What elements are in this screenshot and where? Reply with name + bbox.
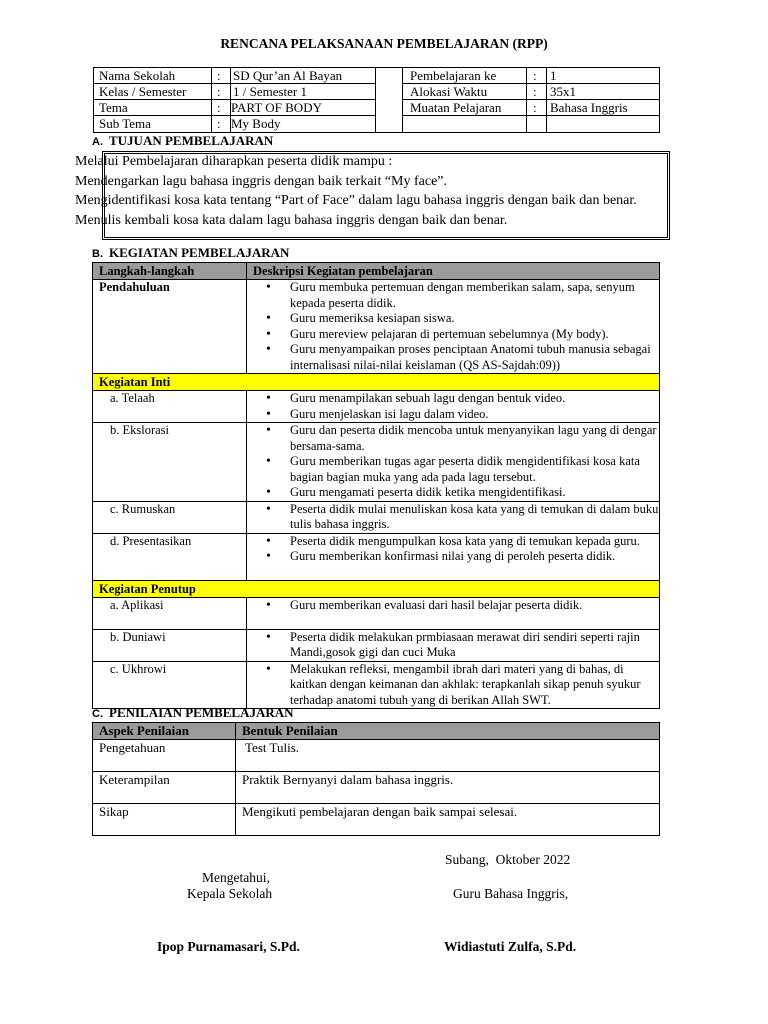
subtheme-value: My Body — [231, 116, 281, 131]
section-title: KEGIATAN PEMBELAJARAN — [109, 245, 290, 260]
section-b-heading — [92, 245, 289, 261]
aspect-cell: Pengetahuan — [93, 740, 236, 772]
table-row — [93, 740, 660, 772]
form-cell: Test Tulis. — [236, 740, 660, 772]
table-row — [93, 280, 660, 374]
table-row — [93, 533, 660, 580]
objectives-intro: Melalui Pembelajaran diharapkan peserta didik mampu : — [75, 154, 393, 169]
step-label: b. Ekslorasi — [93, 423, 247, 502]
list-item: • Guru menyampaikan proses penciptaan Anatomi tubuh manusia sebagai internalisasi nilai-nilai keislaman (QS AS-Sajdah:09)) — [290, 342, 659, 373]
list-item: • Guru memberikan konfirmasi nilai yang di peroleh peserta didik. — [290, 549, 659, 565]
list-item: • Guru menjelaskan isi lagu dalam video. — [290, 407, 659, 423]
activity-list — [247, 598, 659, 614]
objective-item: Mengidentifikasi kosa kata tentang “Part of Face” dalam lagu bahasa inggris dengan baik dan benar. — [75, 193, 637, 208]
list-item: • Guru membuka pertemuan dengan memberikan salam, sapa, senyum kepada peserta didik. — [290, 280, 659, 311]
aspect-cell: Keterampilan — [93, 772, 236, 804]
list-item: • Peserta didik mengumpulkan kosa kata yang di temukan kepada guru. — [290, 534, 659, 550]
table-header-row — [93, 723, 660, 740]
time-allocation-label: Alokasi Waktu — [410, 84, 488, 99]
step-label: c. Rumuskan — [93, 501, 247, 533]
section-a-heading — [92, 133, 273, 149]
list-item: • Guru dan peserta didik mencoba untuk menyanyikan lagu yang di dengar bersama-sama. — [290, 423, 659, 454]
activity-list — [247, 662, 659, 709]
table-row — [93, 597, 660, 629]
table-row — [93, 501, 660, 533]
phase-label: Kegiatan Inti — [93, 374, 660, 391]
class-semester-value: 1 / Semester 1 — [233, 84, 308, 99]
acknowledged-label: Mengetahui, — [202, 870, 270, 885]
separator: : — [533, 84, 537, 99]
form-cell: Praktik Bernyanyi dalam bahasa inggris. — [236, 772, 660, 804]
subject-label: Muatan Pelajaran — [410, 100, 502, 115]
activity-list — [247, 630, 659, 661]
activity-list — [247, 280, 659, 373]
activity-list — [247, 423, 659, 501]
list-item: • Guru menampilakan sebuah lagu dengan bentuk video. — [290, 391, 659, 407]
aspect-cell: Sikap — [93, 804, 236, 836]
list-item: • Melakukan refleksi, mengambil ibrah dari materi yang di bahas, di kaitkan dengan keimanan dan akhlak: terapkanlah sikap penuh syukur terhadap anatomi tubuh yang di berikan Allah SWT. — [290, 662, 659, 709]
column-header: Langkah-langkah — [93, 263, 247, 280]
list-item: • Guru mengamati peserta didik ketika mengidentifikasi. — [290, 485, 659, 501]
table-header-row — [93, 263, 660, 280]
subject-value: Bahasa Inggris — [550, 100, 628, 115]
section-title: TUJUAN PEMBELAJARAN — [109, 133, 274, 148]
school-name-label: Nama Sekolah — [99, 68, 176, 83]
list-item: • Peserta didik mulai menuliskan kosa kata yang di temukan di dalam buku tulis bahasa inggris. — [290, 502, 659, 533]
table-row — [93, 772, 660, 804]
objective-item: Mendengarkan lagu bahasa inggris dengan baik terkait “My face”. — [75, 173, 448, 189]
objective-item: Menulis kembali kosa kata dalam lagu bahasa inggris dengan baik dan benar. — [75, 212, 508, 228]
step-label: Pendahuluan — [93, 280, 247, 374]
list-item: • Guru memeriksa kesiapan siswa. — [290, 311, 659, 327]
column-header: Bentuk Penilaian — [236, 723, 660, 740]
separator: : — [533, 68, 537, 83]
class-semester-label: Kelas / Semester — [99, 84, 187, 99]
list-item: • Guru memberikan tugas agar peserta didik mengidentifikasi kosa kata bagian bagian muka yang ada pada lagu tersebut. — [290, 454, 659, 485]
separator: : — [217, 68, 221, 83]
activity-list — [247, 534, 659, 565]
section-title: PENILAIAN PEMBELAJARAN — [109, 705, 294, 720]
document-title: RENCANA PELAKSANAAN PEMBELAJARAN (RPP) — [220, 36, 548, 51]
table-row — [93, 661, 660, 709]
separator: : — [533, 100, 537, 115]
school-name-value: SD Qur’an Al Bayan — [233, 68, 343, 83]
teacher-role: Guru Bahasa Inggris, — [453, 886, 569, 901]
step-label: a. Aplikasi — [93, 597, 247, 629]
lesson-number-value: 1 — [550, 68, 557, 83]
theme-label: Tema — [99, 100, 128, 115]
place-date: Subang, Oktober 2022 — [445, 852, 571, 867]
assessment-table — [92, 722, 660, 836]
identity-table — [93, 67, 660, 133]
phase-label: Kegiatan Penutup — [93, 580, 660, 597]
section-letter: C. — [92, 708, 103, 720]
list-item: • Peserta didik melakukan prmbiasaan merawat diri sendiri seperti rajin Mandi,gosok gigi dan cuci Muka — [290, 630, 659, 661]
column-header: Aspek Penilaian — [93, 723, 236, 740]
objectives-text — [75, 152, 637, 230]
table-row — [93, 629, 660, 661]
activities-table — [92, 262, 660, 709]
phase-row — [93, 580, 660, 597]
step-label: d. Presentasikan — [93, 533, 247, 580]
form-cell: Mengikuti pembelajaran dengan baik sampai selesai. — [236, 804, 660, 836]
section-letter: B. — [92, 248, 103, 260]
table-row — [93, 423, 660, 502]
separator: : — [217, 116, 221, 131]
theme-value: PART OF BODY — [231, 100, 322, 115]
activity-list — [247, 391, 659, 422]
list-item: • Guru memberikan evaluasi dari hasil belajar peserta didik. — [290, 598, 659, 614]
principal-name: Ipop Purnamasari, S.Pd. — [157, 939, 300, 954]
subtheme-label: Sub Tema — [99, 116, 151, 131]
table-row — [93, 391, 660, 423]
section-letter: A. — [92, 136, 103, 148]
activity-list — [247, 502, 659, 533]
list-item: • Guru mereview pelajaran di pertemuan sebelumnya (My body). — [290, 327, 659, 343]
separator: : — [217, 100, 221, 115]
principal-role: Kepala Sekolah — [187, 886, 273, 901]
step-label: c. Ukhrowi — [93, 661, 247, 709]
phase-row — [93, 374, 660, 391]
lesson-number-label: Pembelajaran ke — [410, 68, 497, 83]
section-c-heading — [92, 705, 294, 721]
separator: : — [217, 84, 221, 99]
step-label: b. Duniawi — [93, 629, 247, 661]
table-row — [93, 804, 660, 836]
step-label: a. Telaah — [93, 391, 247, 423]
time-allocation-value: 35x1 — [550, 84, 576, 99]
column-header: Deskripsi Kegiatan pembelajaran — [247, 263, 660, 280]
teacher-name: Widiastuti Zulfa, S.Pd. — [444, 939, 577, 954]
